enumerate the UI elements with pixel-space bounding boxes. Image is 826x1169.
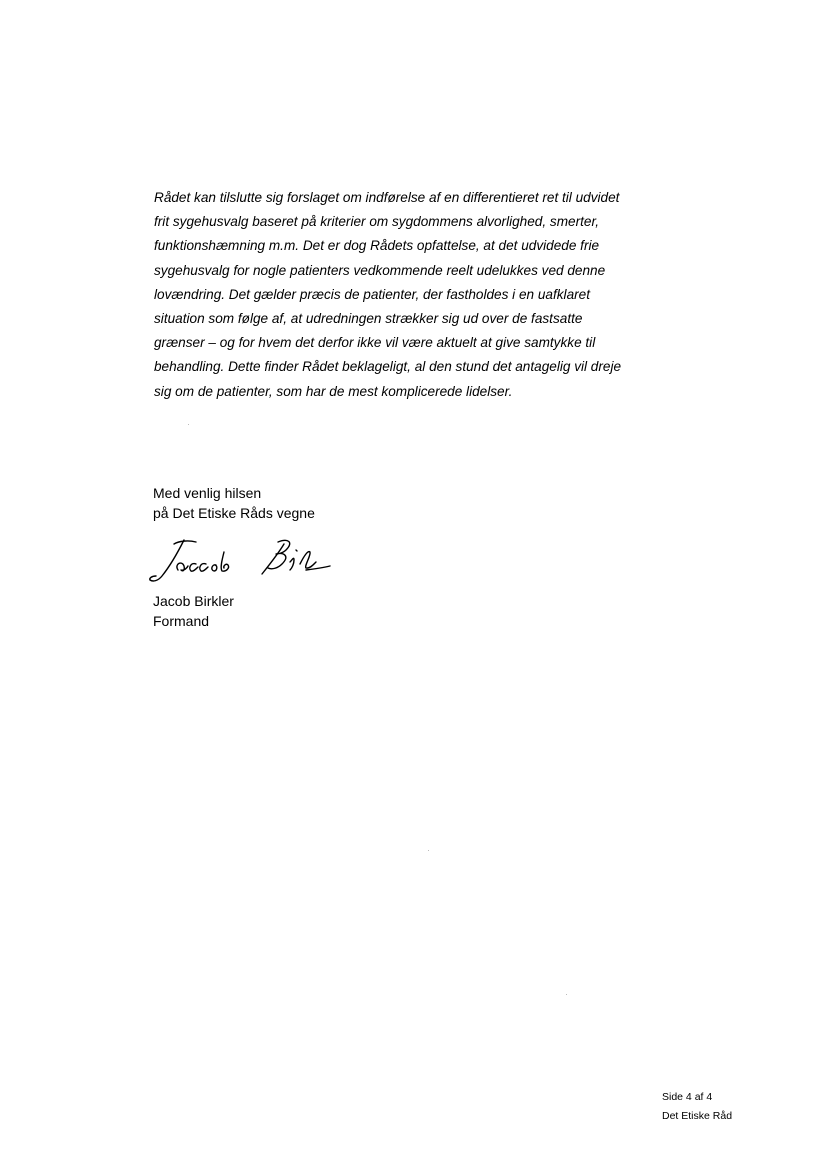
body-line: Rådet kan tilslutte sig forslaget om indførelse af en differentieret ret til udvidet [154,190,620,205]
body-line: funktionshæmning m.m. Det er dog Rådets opfattelse, at det udvidede frie [154,238,600,254]
body-line: frit sygehusvalg baseret på kriterier om sygdommens alvorlighed, smerter, [154,214,600,230]
body-line: situation som følge af, at udredningen strækker sig ud over de fastsatte [154,311,583,327]
body-line: sig om de patienter, som har de mest komplicerede lidelser. [154,383,513,399]
body-line: grænser – og for hvem det derfor ikke vil være aktuelt at give samtykke til [154,335,596,351]
scan-speck [428,850,429,851]
signer-title: Formand [153,612,210,629]
body-line: lovændring. Det gælder præcis de patienter, der fastholdes i en uafklaret [154,286,590,302]
closing-greeting: Med venlig hilsen [153,485,262,501]
signer-block [153,592,234,631]
handwritten-signature [144,536,334,588]
page-number: Side 4 af 4 [662,1091,713,1103]
body-line: sygehusvalg for nogle patienters vedkommende reelt udelukkes ved denne [154,262,606,278]
page-footer [662,1088,732,1126]
signer-name: Jacob Birkler [153,593,234,609]
scan-speck [188,424,189,425]
body-line: behandling. Dette finder Rådet beklageligt, al den stund det antagelig vil dreje [154,359,622,375]
closing-on-behalf: på Det Etiske Råds vegne [153,504,315,521]
footer-organization: Det Etiske Råd [662,1110,733,1122]
scan-speck [566,994,567,995]
closing-block [153,484,315,523]
letter-body [154,186,654,404]
